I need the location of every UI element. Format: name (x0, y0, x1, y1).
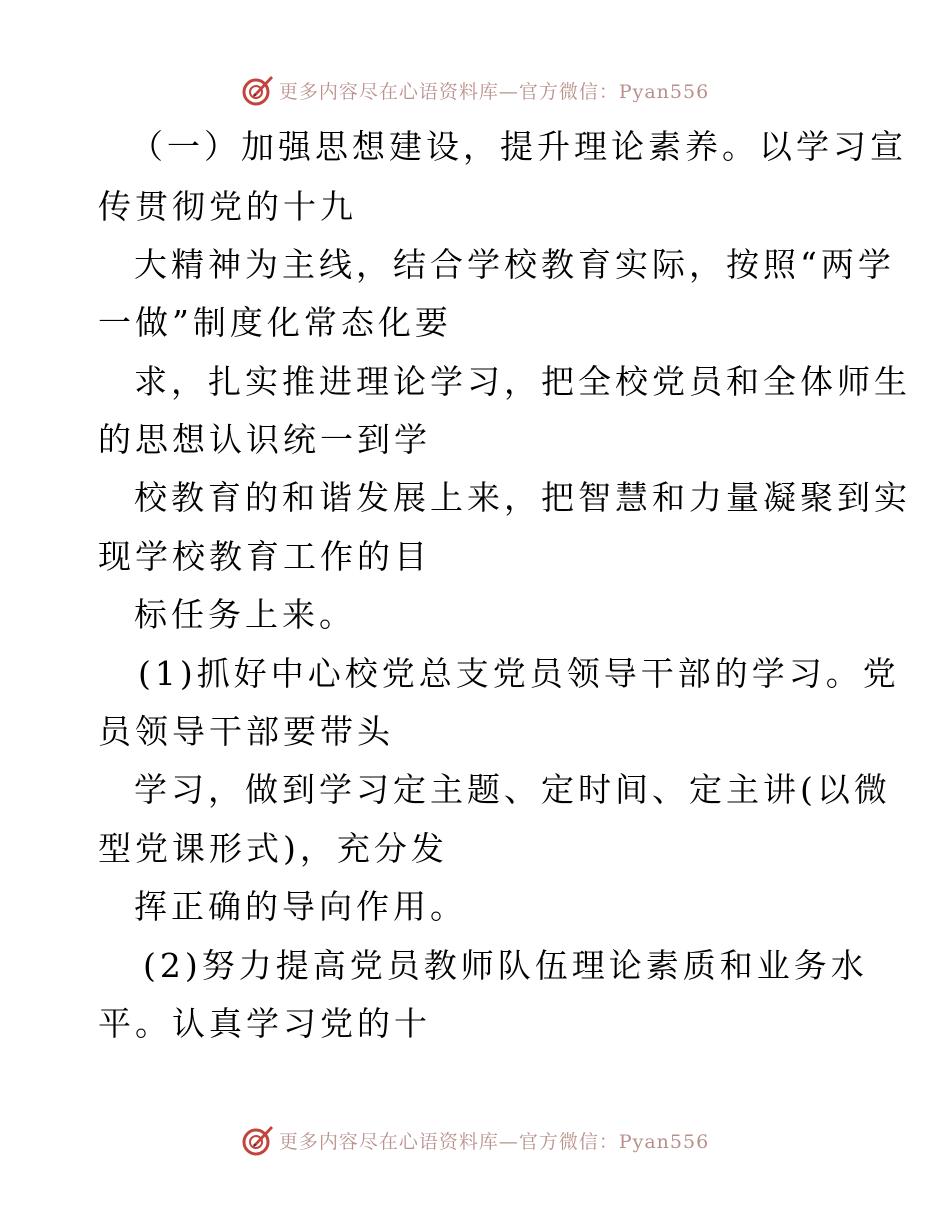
text-line-13: 型党课形式)，充分发 (98, 829, 448, 868)
text-line-8: 现学校教育工作的目 (98, 537, 431, 576)
header-banner-text: 更多内容尽在心语资料库—官方微信：Pyan556 (278, 80, 710, 103)
footer-banner (0, 1120, 950, 1160)
text-line-9: 标任务上来。 (134, 595, 356, 634)
text-line-6: 的思想认识统一到学 (98, 420, 431, 459)
text-line-2: 传贯彻党的十九 (98, 187, 357, 226)
header-banner (0, 70, 950, 110)
text-line-7: 校教育的和谐发展上来，把智慧和力量凝聚到实 (134, 478, 911, 517)
text-line-3: 大精神为主线，结合学校教育实际，按照“两学 (134, 245, 895, 284)
text-line-10: (1)抓好中心校党总支党员领导干部的学习。党 (138, 654, 900, 693)
text-line-15: (2)努力提高党员教师队伍理论素质和业务水 (143, 946, 868, 985)
text-line-12: 学习，做到学习定主题、定时间、定主讲(以微 (134, 770, 891, 809)
text-line-1: （一）加强思想建设，提升理论素养。以学习宣 (130, 127, 907, 166)
footer-banner-text: 更多内容尽在心语资料库—官方微信：Pyan556 (278, 1130, 710, 1153)
text-line-4: 一做”制度化常态化要 (98, 303, 452, 342)
text-line-5: 求，扎实推进理论学习，把全校党员和全体师生 (134, 362, 911, 401)
text-line-16: 平。认真学习党的十 (98, 1004, 431, 1043)
text-line-11: 员领导干部要带头 (98, 712, 394, 751)
quill-logo-icon (241, 73, 275, 107)
text-line-14: 挥正确的导向作用。 (134, 887, 467, 926)
quill-logo-icon (241, 1123, 275, 1157)
